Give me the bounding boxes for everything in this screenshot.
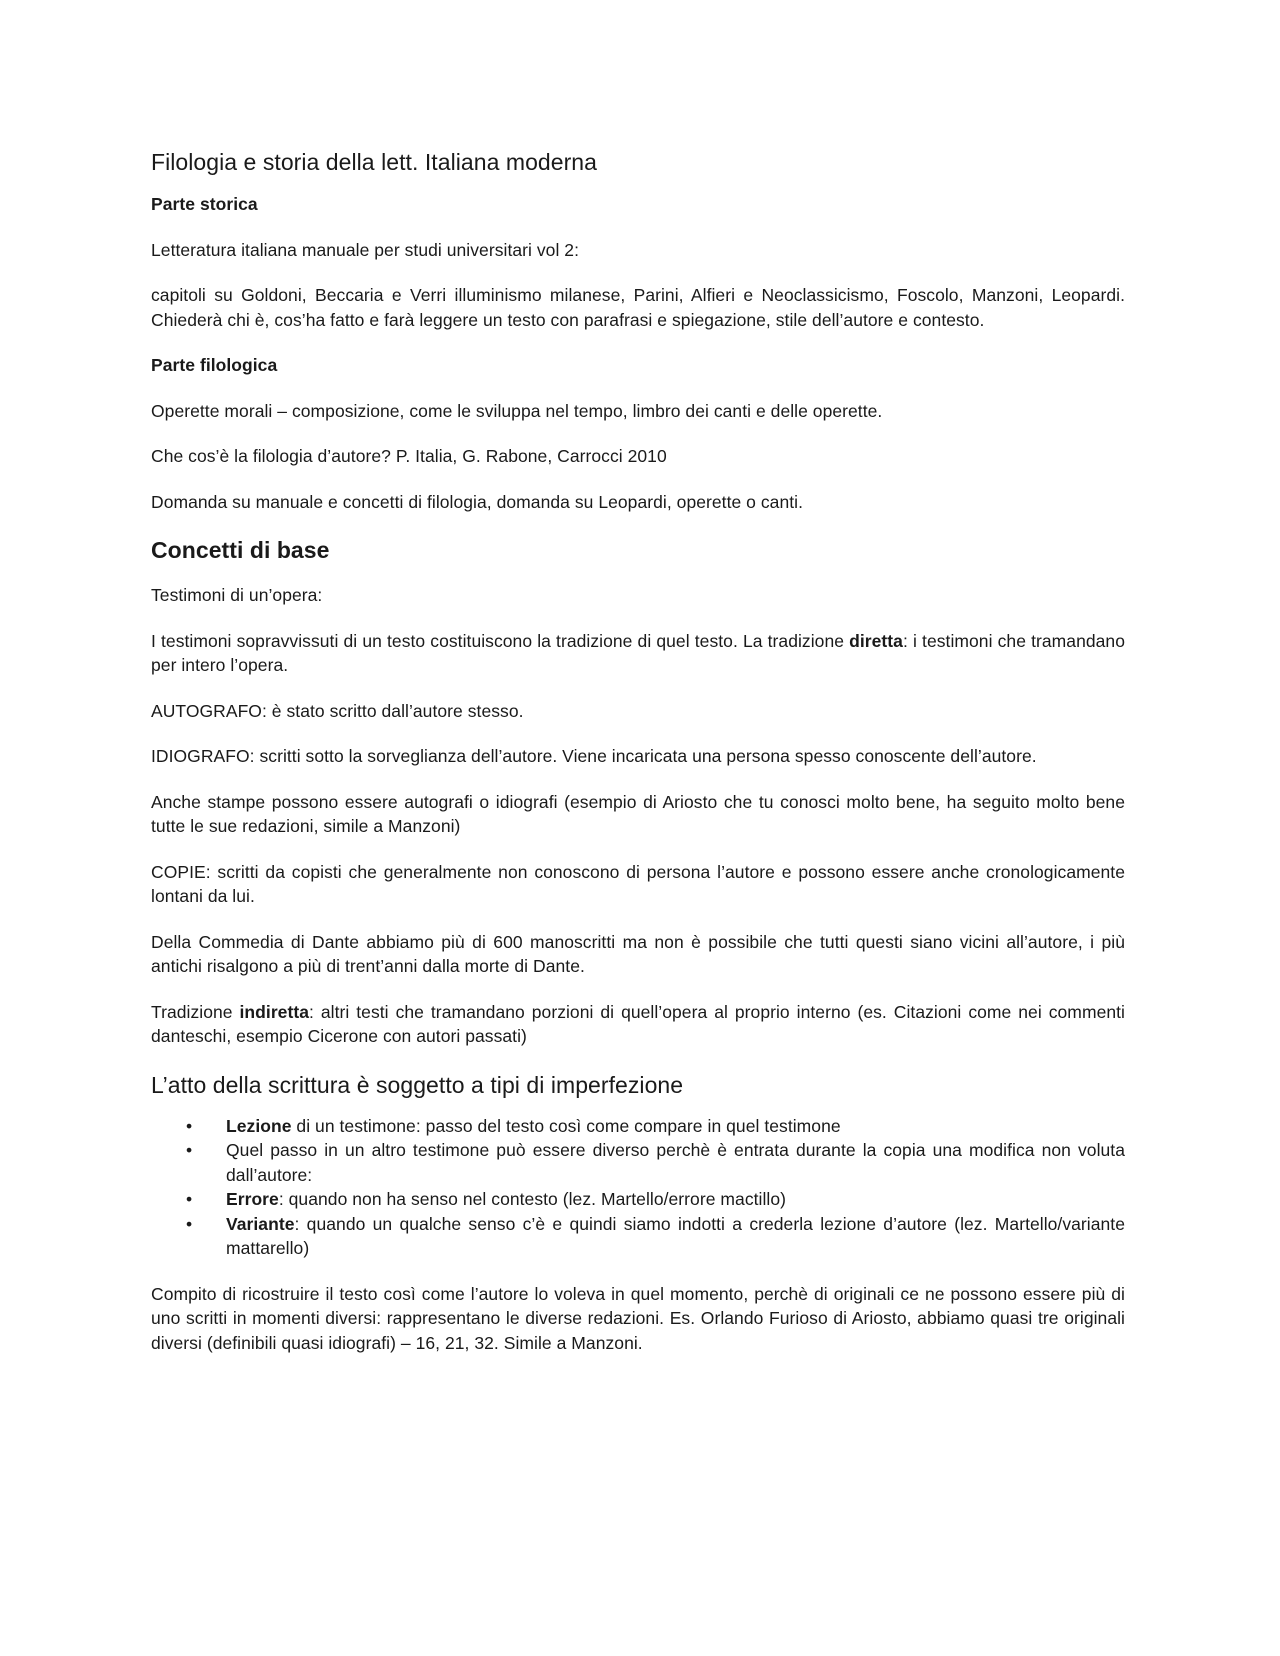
text-run: di un testimone: passo del testo così come compare in quel testimone bbox=[291, 1115, 841, 1136]
paragraph: Testimoni di un’opera: bbox=[151, 585, 323, 605]
bold-term: Lezione bbox=[226, 1115, 292, 1136]
paragraph: Compito di ricostruire il testo così come l’autore lo voleva in quel momento, perchè di originali ce ne possono essere più di uno scritti in momenti diversi: rappresentano le diverse redazioni. Es. Orlando Furioso di Ariosto, abbiamo quasi tre originali diversi (definibili quasi idiografi) – 16, 21, 32. Simile a Manzoni. bbox=[151, 1283, 1125, 1353]
list-item bbox=[151, 1212, 1125, 1261]
text-run: : quando un qualche senso c’è e quindi siamo indotti a crederla lezione d’autore (lez. Martello/variante mattarello) bbox=[226, 1213, 1125, 1258]
bold-term: diretta bbox=[849, 630, 903, 651]
text-run: Tradizione bbox=[151, 1001, 240, 1022]
bullet-icon: • bbox=[186, 1115, 193, 1136]
bold-term: Errore bbox=[226, 1189, 279, 1209]
list-item bbox=[151, 1187, 1125, 1212]
paragraph: Anche stampe possono essere autografi o idiografi (esempio di Ariosto che tu conosci molto bene, ha seguito molto bene tutte le sue redazioni, simile a Manzoni) bbox=[151, 791, 1125, 836]
paragraph: capitoli su Goldoni, Beccaria e Verri illuminismo milanese, Parini, Alfieri e Neoclassicismo, Foscolo, Manzoni, Leopardi. Chiederà chi è, cos’ha fatto e farà leggere un testo con parafrasi e spiegazione, stile dell’autore e contesto. bbox=[151, 285, 1125, 330]
list-item bbox=[151, 1138, 1125, 1187]
bullet-icon: • bbox=[186, 1140, 193, 1160]
bullet-icon: • bbox=[186, 1189, 193, 1209]
heading-imperfezione: L’atto della scrittura è soggetto a tipi di imperfezione bbox=[151, 1071, 684, 1098]
bold-term: indiretta bbox=[239, 1001, 309, 1022]
list-item bbox=[151, 1114, 1125, 1139]
text-run: : altri testi che tramandano porzioni di quell’opera al proprio interno (es. Citazioni come nei commenti danteschi, esempio Cicerone con autori passati) bbox=[151, 1001, 1125, 1046]
bullet-list bbox=[151, 1114, 1125, 1261]
text-run: I testimoni sopravvissuti di un testo costituiscono la tradizione di quel testo. La tradizione bbox=[151, 630, 850, 651]
paragraph: COPIE: scritti da copisti che generalmente non conoscono di persona l’autore e possono essere anche cronologicamente lontani da lui. bbox=[151, 861, 1125, 906]
document-title: Filologia e storia della lett. Italiana moderna bbox=[151, 149, 597, 175]
paragraph-tradizione-indiretta bbox=[151, 1000, 1125, 1049]
text-run: : quando non ha senso nel contesto (lez. Martello/errore mactillo) bbox=[278, 1189, 787, 1209]
paragraph: Operette morali – composizione, come le sviluppa nel tempo, limbro dei canti e delle operette. bbox=[151, 400, 883, 421]
heading-concetti-di-base: Concetti di base bbox=[151, 537, 330, 563]
bullet-icon: • bbox=[186, 1213, 193, 1234]
paragraph: IDIOGRAFO: scritti sotto la sorveglianza dell’autore. Viene incaricata una persona spesso conoscente dell’autore. bbox=[151, 746, 1037, 766]
text-run: : i testimoni che tramandano per intero l’opera. bbox=[151, 630, 1125, 675]
paragraph: AUTOGRAFO: è stato scritto dall’autore stesso. bbox=[151, 700, 524, 721]
paragraph-tradizione-diretta bbox=[151, 629, 1125, 678]
bold-term: Variante bbox=[226, 1213, 295, 1234]
paragraph: Letteratura italiana manuale per studi universitari vol 2: bbox=[151, 239, 579, 260]
paragraph: Domanda su manuale e concetti di filologia, domanda su Leopardi, operette o canti. bbox=[151, 491, 804, 512]
heading-parte-storica: Parte storica bbox=[151, 194, 258, 214]
paragraph: Della Commedia di Dante abbiamo più di 600 manoscritti ma non è possibile che tutti questi siano vicini all’autore, i più antichi risalgono a più di trent’anni dalla morte di Dante. bbox=[151, 931, 1125, 976]
document-body bbox=[151, 145, 1125, 1376]
text-run: Quel passo in un altro testimone può essere diverso perchè è entrata durante la copia una modifica non voluta dall’autore: bbox=[226, 1140, 1125, 1185]
paragraph: Che cos’è la filologia d’autore? P. Italia, G. Rabone, Carrocci 2010 bbox=[151, 446, 667, 466]
heading-parte-filologica: Parte filologica bbox=[151, 355, 278, 375]
